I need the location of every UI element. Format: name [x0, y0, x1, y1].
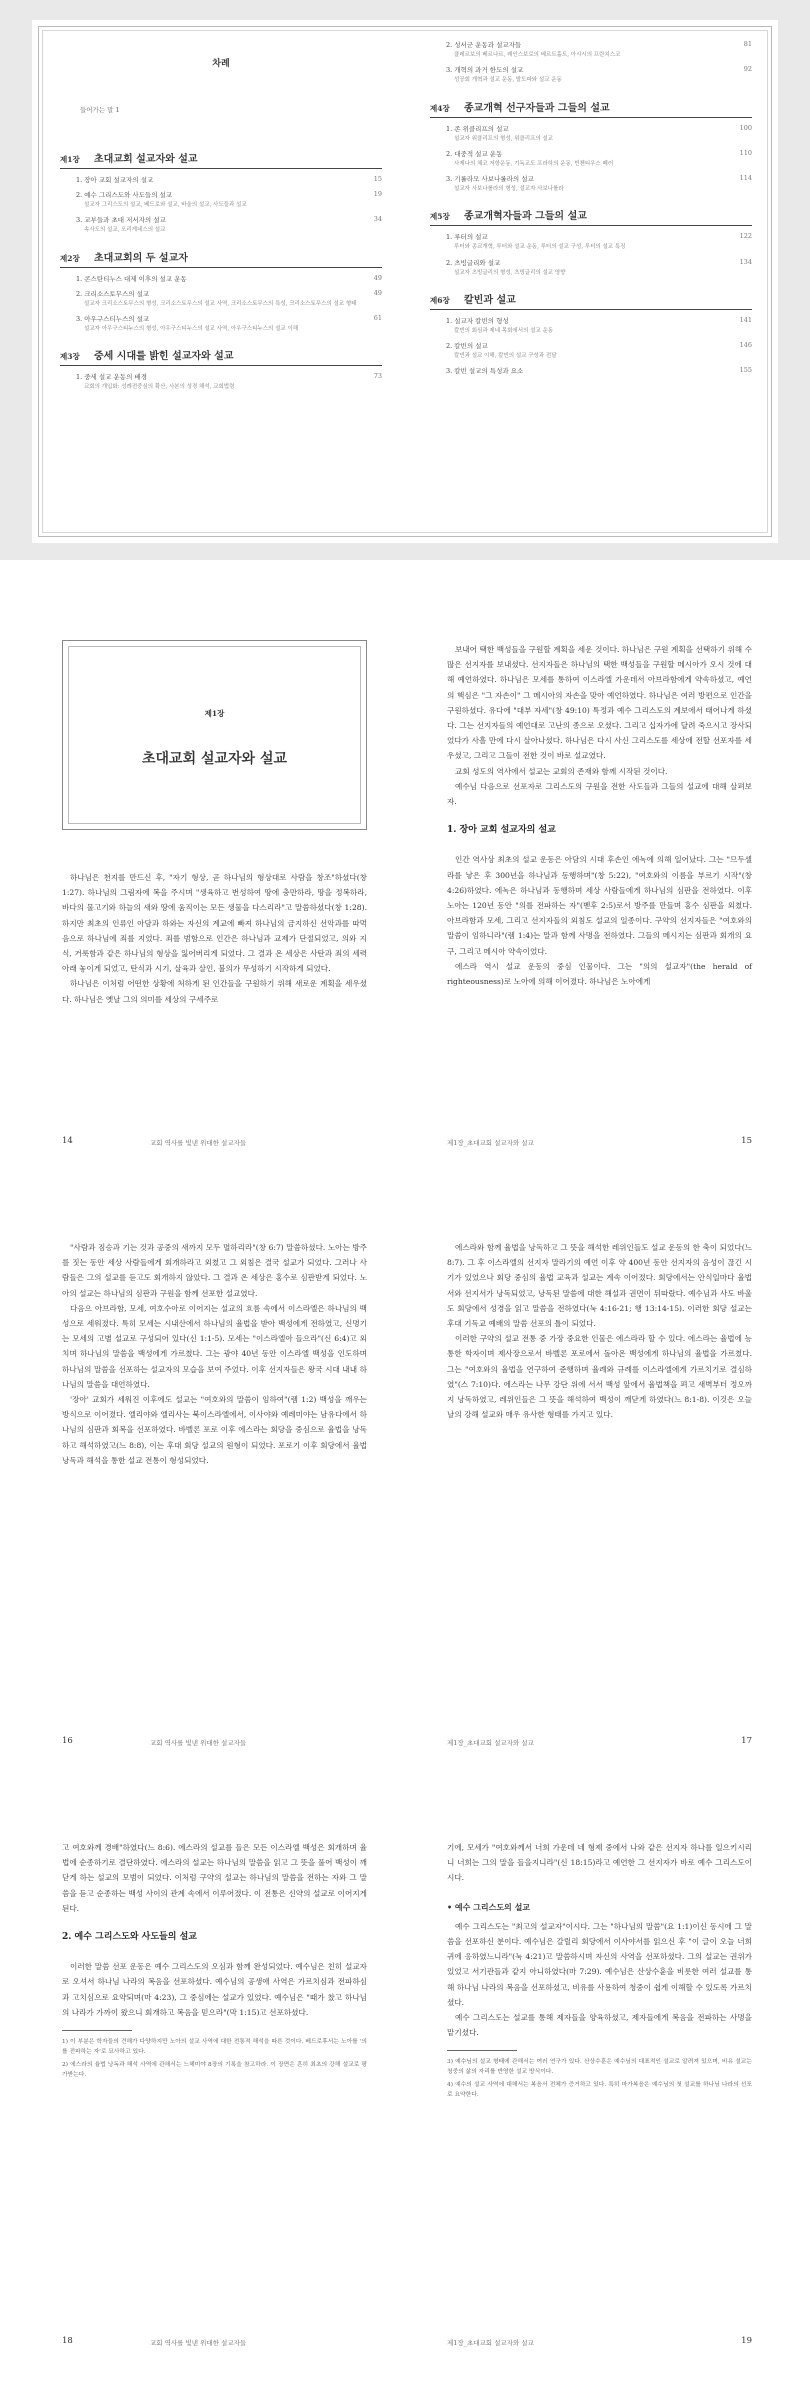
toc-part-title: 종교개혁자들과 그들의 설교: [464, 211, 587, 223]
chapter-number: 제1장: [204, 709, 225, 718]
toc-entry-page: 134: [739, 257, 752, 266]
toc-entry-page: 155: [739, 366, 752, 375]
page-18: [0, 1780, 405, 2380]
paragraph: 고 여호와께 경배"하였다(느 8:6). 에스라의 설교를 들은 모든 이스라엘 백성은 회개하며 율법에 순종하기로 결단하였다. 에스라의 설교는 하나님의 말씀을 읽고 그 뜻을 풀어 백성이 깨닫게 하는 설교의 모범이 되었다. 이처럼 구약의 설교는 하나님의 말씀을 전하는 자와 그 말씀을 듣고 순종하는 백성 사이의 관계 속에서 이루어졌다. 이 전통은 신약의 설교로 이어지게 된다.: [62, 1843, 367, 1913]
toc-part-heading[interactable]: [430, 207, 752, 226]
toc-entry-subtopics: 클레르보의 베르나르, 레인스보로의 베르트홀트, 아시시의 프란치스코: [454, 52, 621, 58]
toc-entry-title: 2. 대중적 설교 운동: [446, 149, 503, 158]
section-heading: 1. 장아 교회 설교자의 설교: [447, 825, 556, 836]
toc-prelude: 들어가는 말 1: [80, 106, 120, 114]
toc-entry[interactable]: [446, 174, 752, 183]
toc-entry-title: 2. 예수 그리스도와 사도들의 설교: [76, 191, 173, 199]
toc-part-number: 제3장: [60, 352, 80, 361]
toc-entry-title: 3. 교부들과 초대 저서자의 설교: [76, 216, 166, 225]
toc-part-number: 제2장: [60, 253, 80, 263]
toc-entry-subtopics: 설교자 위클리프의 형성, 위클리프의 설교: [454, 135, 554, 142]
toc-entry[interactable]: [446, 40, 752, 49]
toc-entry-page: 114: [739, 174, 752, 182]
toc-entry-page: 146: [739, 341, 752, 349]
footnote-rule: [447, 2050, 517, 2051]
toc-part-heading[interactable]: [60, 249, 382, 268]
page-number: 16: [62, 1736, 73, 1746]
toc-part-heading[interactable]: [430, 291, 752, 310]
toc-entry[interactable]: [76, 274, 382, 283]
running-footer: 제1장_초대교회 설교자와 설교: [447, 1139, 534, 1147]
paragraph: 예수님 다음으로 선포자로 그리스도의 구원을 전한 사도들과 그들의 설교에 대해 살펴보자.: [447, 781, 752, 807]
page-body: [62, 1840, 367, 2080]
toc-entry-title: 3. 개혁의 과거 한도의 설교: [446, 66, 524, 75]
page-body: [447, 642, 752, 989]
toc-entry-page: 61: [373, 313, 382, 322]
toc-entry-subtopics: 설교자 츠빙글리의 형성, 츠빙글리의 설교 영향: [454, 269, 566, 276]
toc-entry[interactable]: [446, 124, 752, 133]
toc-entry-title: 1. 장아 교회 설교자의 설교: [76, 176, 154, 184]
paragraph: 다음으 아브라함, 모세, 여호수아로 이어지는 설교의 흐름 속에서 이스라엘은 하나님의 백성으로 세워졌다. 특히 모세는 시내산에서 하나님의 율법을 받아 백성에게 전하였고, 신명기는 모세의 고별 설교로 구성되어 있다(신 1:1-5). 모세는 "이스라엘아 들으라"(신 6:4)고 외치며 하나님의 말씀을 백성에게 가르쳤다. 그는 광야 40년 동안 이스라엘 백성을 인도하며 하나님의 말씀을 선포하는 설교자의 모습을 보여 주었다. 이후 선지자들은 왕국 시대 내내 하나님의 말씀을 대언하였다.: [62, 1303, 367, 1389]
toc-entry-title: 3. 칼빈 설교의 특성과 요소: [446, 367, 524, 376]
chapter-box-inner-frame: [68, 646, 361, 824]
toc-part-number: 제4장: [430, 103, 450, 113]
page-body: [62, 870, 367, 1007]
page-body: [447, 1240, 752, 1422]
running-footer: 교회 역사를 빛낸 위대한 설교자들: [150, 2339, 247, 2347]
toc-entry-title: 1. 콘스탄티누스 대제 이후의 설교 운동: [76, 274, 187, 283]
toc-entry-page: 92: [743, 65, 752, 74]
toc-entry[interactable]: [76, 289, 382, 298]
page-16: [0, 1180, 405, 1780]
toc-entry-title: 3. 기롤라모 사보나롤라의 설교: [446, 175, 534, 183]
section-heading: 2. 예수 그리스도와 사도들의 설교: [62, 1932, 197, 1943]
page-17: [405, 1180, 810, 1780]
toc-entry[interactable]: [446, 258, 752, 267]
toc-entry[interactable]: [76, 215, 382, 224]
toc-entry-subtopics: 칼빈의 회심과 제네 목회에서의 설교 운동: [454, 327, 554, 334]
toc-left-list: [60, 150, 382, 391]
page-number: 18: [62, 2336, 73, 2346]
toc-part-title: 종교개혁 선구자들과 그들의 설교: [464, 102, 610, 114]
toc-entry-subtopics: 설교자 크리소스토무스의 형성, 크리소스토무스의 설교 사역, 크리소스토무스의 특성, 크리소스토무스의 설교 형태: [84, 300, 357, 307]
toc-entry[interactable]: [446, 341, 752, 350]
toc-entry[interactable]: [76, 372, 382, 381]
toc-entry-title: 1. 설교자 칼빈의 형성: [446, 316, 509, 325]
paragraph: 에스라 역시 설교 운동의 중심 인물이다. 그는 "의의 설교자"(the herald of righteousness)로 노아에 의해 이어졌다. 하나님은 노아에게: [447, 961, 752, 987]
chapter-title-box: [62, 640, 367, 830]
running-footer: 교회 역사를 빛낸 위대한 설교자들: [150, 1739, 247, 1747]
toc-part-number: 제1장: [60, 155, 80, 164]
toc-entry-page: 49: [373, 288, 382, 297]
toc-entry-title: 1. 존 위클리프의 설교: [446, 124, 509, 133]
paragraph: '장아' 교회가 세워진 이후에도 설교는 "여호와의 말씀이 임하여"(렘 1:2) 백성을 깨우는 방식으로 이어졌다. 엘리야와 엘리사는 북이스라엘에서, 이사야와 예레미야는 남유다에서 하나님의 심판과 회복을 선포하였다. 바벨론 포로 이후 에스라는 회당을 중심으로 율법을 낭독하고 해석하였고(느 8:8), 이는 후대 회당 설교의 원형이 되었다. 포로기 이후 회당에서 율법 낭독과 해석을 통한 설교 전통이 형성되었다.: [62, 1395, 367, 1465]
paragraph: 하나님은 천지를 만드신 후, "자기 형상, 곧 하나님의 형상대로 사람을 창조"하셨다(창 1:27). 하나님의 그림자에 복을 주시며 "생육하고 번성하여 땅에 충만하라, 땅을 정복하라, 바다의 물고기와 하늘의 새와 땅에 움직이는 모든 생물을 다스리라"고 말씀하셨다(창 1:28). 하지만 최초의 인류인 아담과 하와는 자신의 계교에 빠져 하나님의 금지하신 선악과를 따먹음으로 하나님에 죄를 지었다. 죄를 범함으로 인간은 하나님과 교제가 단절되었고, 의와 지식, 거룩함과 같은 하나님의 형상을 잃어버리게 되었다. 그 결과 온 세상은 사탄과 죄의 세력 아래 놓이게 되었고, 탄식과 시기, 살육과 살인, 불의가 무성하기 시작하게 되었다.: [62, 873, 367, 974]
page-number: 14: [62, 1136, 73, 1146]
chapter-title: 초대교회 설교자와 설교: [142, 751, 287, 767]
page-number: 17: [741, 1736, 752, 1746]
paragraph: 에스라와 함께 율법을 낭독하고 그 뜻을 해석한 레위인들도 설교 운동의 한 축이 되었다(느 8:7). 그 후 이스라엘의 선지자 말라기의 예언 이후 약 400년 동안 선지자의 음성이 끊긴 시기가 있었으나 회당 중심의 율법 교육과 설교는 계속 이어졌다. 회당에서는 안식일마다 율법서와 선지서가 낭독되었고, 낭독된 말씀에 대한 해설과 권면이 뒤따랐다. 예수님과 사도 바울도 회당에서 성경을 읽고 말씀을 전하였다(눅 4:16-21; 행 13:14-15). 이러한 회당 설교는 후대 기독교 예배의 말씀 선포의 틀이 되었다.: [447, 1243, 752, 1329]
toc-entry-title: 2. 성서군 운동과 설교자들: [446, 41, 522, 49]
footnote: 4) 예수의 설교 사역에 대해서는 복음서 전체가 증거하고 있다. 특히 마가복음은 예수님의 첫 설교를 하나님 나라의 선포로 요약한다.: [447, 2082, 752, 2099]
toc-title: 차례: [212, 59, 230, 69]
page-19: [405, 1780, 810, 2380]
running-footer: 교회 역사를 빛낸 위대한 설교자들: [150, 1139, 247, 1147]
paragraph: 하나님은 이처럼 어떤한 상황에 처하게 된 인간들을 구원하기 위해 새로운 계획을 세우셨다. 하나님은 옛날 그의 의미를 세상의 구세주로: [62, 979, 367, 1004]
page-15: [405, 580, 810, 1180]
footnote-rule: [62, 2030, 132, 2031]
subsection-heading: • 예수 그리스도의 설교: [447, 1901, 531, 1912]
toc-entry-subtopics: 성공회 개혁과 설교 운동, 발도파와 설교 운동: [454, 77, 562, 84]
toc-entry-title: 2. 츠빙글리와 설교: [446, 258, 501, 267]
toc-entry[interactable]: [76, 175, 382, 184]
toc-entry-subtopics: 설교자 아우구스티누스의 형성, 아우구스티누스의 설교 사역, 아우구스티누스의 설교 이해: [84, 325, 299, 332]
toc-part-title: 초대교회 설교자와 설교: [94, 154, 198, 165]
toc-part-title: 중세 시대를 밝힌 설교자와 설교: [94, 351, 234, 362]
toc-entry-title: 2. 크리소스토무스의 설교: [76, 289, 150, 298]
toc-right-column: [430, 34, 752, 377]
toc-entry-subtopics: 설교자 사보나롤라의 형성, 설교자 사보나롤라: [454, 186, 564, 192]
toc-entry[interactable]: [446, 232, 752, 241]
paragraph: 예수 그리스도는 설교를 통해 제자들을 양육하셨고, 제자들에게 복음을 전파하는 사명을 맡기셨다.: [447, 2013, 752, 2038]
toc-entry-page: 81: [743, 40, 752, 48]
toc-part-number: 제5장: [430, 212, 450, 222]
paragraph: 보내어 택한 백성들을 구원할 계획을 세운 것이다. 하나님은 구원 계획을 선택하기 위해 수많은 선지자를 보내셨다. 선지자들은 하나님의 택한 백성들을 구원할 메시아가 오시 것에 대해 예언하였다. 하나님은 모세를 통하여 이스라엘 가운데서 아브라함에게 약속하셨고, 예언의 핵심은 "그 자손이" 그 메시아의 자손을 맞아 예언하였다. 하나님은 여러 방편으로 인간을 구원하셨다. 유다에 "대부 자세"(창 49:10) 특정과 예수 그리스도의 계보에서 태어나게 하셨다. 그는 선지자들의 예언대로 고난의 종으로 오셨다. 그리고 십자가에 달려 죽으시고 장사되었다가 사흘 만에 다시 살아나셨다. 하나님은 다시 사신 그리스도를 세상에 전할 선포자를 세우셨고, 그리고 그들이 전한 것이 바로 설교였다.: [447, 645, 752, 761]
toc-entry[interactable]: [446, 316, 752, 325]
toc-right-list: [430, 40, 752, 375]
paragraph: 교회 성도의 역사에서 설교는 교회의 존재와 함께 시작된 것이다.: [455, 766, 668, 776]
toc-part-number: 제6장: [430, 295, 450, 305]
toc-entry[interactable]: [446, 366, 752, 375]
toc-entry-subtopics: 사제나의 체코 저항운동, 기독교도 프라하의 운동, 빈첸티우스 페러: [454, 160, 614, 167]
toc-part-heading[interactable]: [60, 150, 382, 169]
toc-entry[interactable]: [76, 314, 382, 323]
toc-page: [32, 20, 778, 543]
toc-part-heading[interactable]: [430, 99, 752, 118]
running-footer: 제1장_초대교회 설교자와 설교: [447, 2339, 534, 2347]
toc-entry-page: 49: [373, 273, 382, 282]
toc-entry-page: 110: [739, 148, 752, 157]
page-body: [62, 1240, 367, 1468]
toc-entry-title: 1. 루터의 설교: [446, 233, 488, 242]
footnote: 2) 에스라의 율법 낭독과 해석 사역에 관해서는 느헤미야 8장의 기록을 참고하라. 이 장면은 흔히 최초의 강해 설교로 평가받는다.: [62, 2062, 367, 2079]
paragraph: 인간 역사상 최초의 설교 운동은 아담의 시대 후손인 에녹에 의해 일어났다. 그는 "므두셀라를 낳은 후 300년을 하나님과 동행하며"(창 5:22), "여호와의 이름을 부르기 시작"(창 4:26)하였다. 에녹은 하나님과 동행하며 세상 사람들에게 하나님의 심판을 전하였다. 이후 노아는 120년 동안 "의를 전파하는 자"(벧후 2:5)로서 방주를 만들며 홍수 심판을 외쳤다. 아브라함과 모세, 그리고 선지자들의 외침도 설교의 일종이다. 구약의 선지자들은 "여호와의 말씀이 임하니라"(렘 1:4)는 말과 함께 사명을 전하였다. 그들의 메시지는 심판과 회개의 요구, 그리고 메시아 약속이었다.: [447, 855, 752, 956]
running-footer: 제1장_초대교회 설교자와 설교: [447, 1739, 534, 1747]
toc-entry-subtopics: 칼빈과 설교 이해, 칼빈의 설교 구성과 전달: [454, 353, 557, 359]
footnote: 1) 이 부분은 학자들의 견해가 다양하지만 노아의 설교 사역에 대한 전통적 해석을 따른 것이다. 베드로후서는 노아를 '의를 전파하는 자'로 묘사하고 있다.: [62, 2039, 367, 2056]
page-14: [0, 580, 405, 1180]
page-number: 15: [741, 1136, 752, 1146]
toc-entry[interactable]: [446, 149, 752, 158]
toc-entry-page: 34: [373, 215, 382, 224]
toc-entry-page: 19: [373, 190, 382, 198]
toc-entry[interactable]: [76, 190, 382, 199]
toc-entry-page: 141: [739, 315, 752, 324]
toc-left-column: [60, 56, 382, 395]
toc-entry-title: 1. 중세 설교 운동의 배경: [76, 373, 147, 381]
toc-entry-subtopics: 속사도의 설교, 오리게네스의 설교: [84, 227, 166, 234]
footnote: 3) 예수님의 설교 형태에 관해서는 여러 연구가 있다. 산상수훈은 예수님의 대표적인 설교로 알려져 있으며, 비유 설교는 청중의 삶의 자리를 반영한 설교 방식이다.: [447, 2059, 752, 2076]
toc-entry-page: 73: [373, 372, 382, 380]
toc-entry-title: 3. 아우구스티누스의 설교: [76, 314, 150, 323]
toc-part-title: 초대교회의 두 설교자: [94, 252, 188, 264]
toc-entry-subtopics: 교회의 개입화: 성례전중심의 확산, 사본의 성경 해석, 교회법령: [84, 384, 235, 390]
toc-entry-subtopics: 루터와 종교개혁, 루터와 설교 운동, 루터의 설교 구성, 루터의 설교 특징: [454, 244, 626, 251]
toc-entry[interactable]: [446, 65, 752, 74]
toc-part-title: 칼빈과 설교: [464, 294, 516, 306]
paragraph: 이러한 구약의 설교 전통 중 가장 중요한 인물은 에스라라 할 수 있다. 에스라는 율법에 능통한 학자이며 제사장으로서 바벨론 포로에서 돌아온 백성에게 하나님의 율법을 가르쳤다. 그는 "여호와의 율법을 연구하여 준행하며 율례와 규례를 이스라엘에게 가르치기로 결심하였"(스 7:10)다. 에스라는 나무 강단 위에 서서 백성 앞에서 율법책을 펴고 새벽부터 정오까지 낭독하였고, 레위인들은 그 뜻을 해석하여 백성이 깨닫게 하였다(느 8:1-8). 이것은 오늘날의 강해 설교와 매우 유사한 형태를 가지고 있다.: [447, 1334, 752, 1420]
page-body: [447, 1840, 752, 2100]
toc-part-heading[interactable]: [60, 347, 382, 366]
toc-entry-page: 122: [739, 232, 752, 241]
page-number: 19: [741, 2336, 752, 2346]
toc-entry-subtopics: 설교자 그리스도의 설교, 베드로와 설교, 바울의 설교, 사도들과 설교: [84, 202, 247, 208]
paragraph: 기에, 모세가 "여호와께서 너희 가운데 네 형제 중에서 나와 같은 선지자 하나를 일으키시리니 너희는 그의 말을 들을지니라"(신 18:15)라고 예언한 그 선지자가 바로 예수 그리스도이시다.: [447, 1843, 752, 1883]
toc-band: [0, 0, 810, 560]
paragraph: 예수 그리스도는 "최고의 설교자"이시다. 그는 "하나님의 말씀"(요 1:1)이신 동시에 그 말씀을 선포하신 분이다. 예수님은 갈릴리 회당에서 이사야서를 읽으신 후 "이 글이 오늘 너희 귀에 응하였느니라"(눅 4:21)고 말씀하시며 자신의 사역을 선포하셨다. 그의 설교는 권위가 있었고 서기관들과 같지 아니하였다(마 7:29). 예수님은 산상수훈을 비롯한 여러 설교를 통해 하나님 나라의 복음을 선포하셨고, 비유를 사용하여 청중이 쉽게 이해할 수 있도록 가르치셨다.: [447, 1921, 752, 2007]
toc-entry-page: 100: [739, 123, 752, 132]
toc-entry-page: 15: [373, 175, 382, 183]
toc-entry-title: 2. 칼빈의 설교: [446, 342, 488, 350]
paragraph: 이러한 말씀 선포 운동은 예수 그리스도의 오심과 함께 완성되었다. 예수님은 친히 설교자로 오셔서 하나님 나라의 복음을 선포하셨다. 예수님의 공생애 사역은 가르치심과 전파하심과 고치심으로 요약되며(마 4:23), 그 중심에는 설교가 있었다. 예수님은 "때가 찼고 하나님의 나라가 가까이 왔으니 회개하고 복음을 믿으라"(막 1:15)고 선포하셨다.: [62, 1962, 367, 2017]
paragraph: "사람과 짐승과 기는 것과 공중의 새까지 모두 멸하리라"(창 6:7) 말씀하셨다. 노아는 방주를 짓는 동안 세상 사람들에게 회개하라고 외쳤고 그 외침은 결국 설교가 되었다. 그러나 사람들은 그의 설교를 듣고도 회개하지 않았다. 그 결과 온 세상은 홍수로 심판받게 되었다. 노아의 설교는 하나님의 심판과 구원을 함께 선포한 설교였다.: [62, 1243, 367, 1298]
